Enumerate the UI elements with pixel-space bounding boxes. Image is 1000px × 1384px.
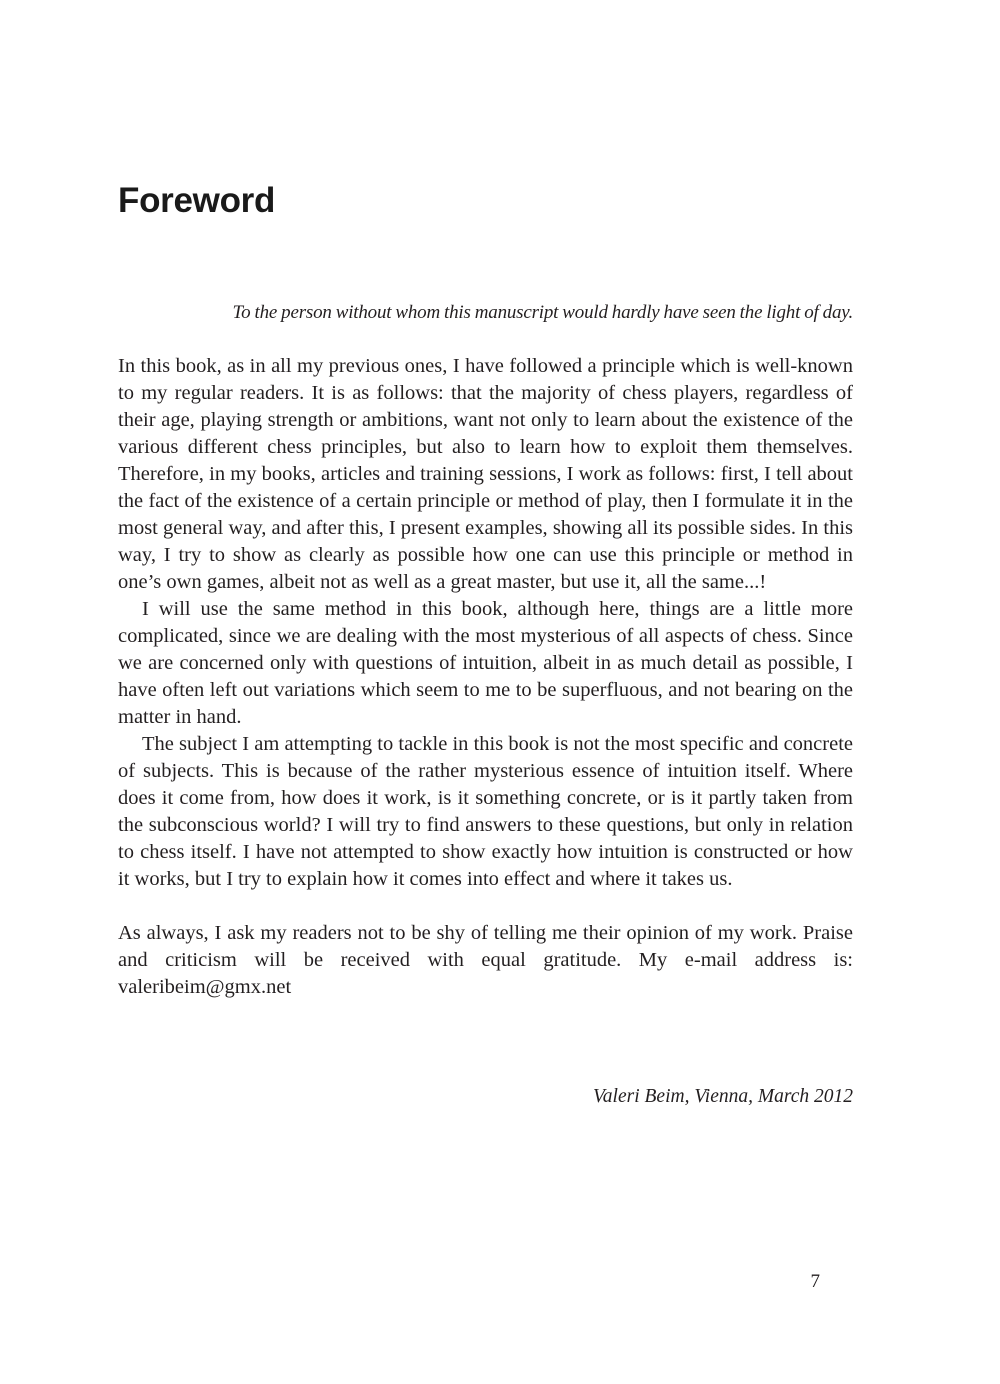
paragraph-4: As always, I ask my readers not to be shy of telling me their opinion of my work. Praise and criticism will be received with equal gratitude. My e-mail address is: valeribeim@gmx.net (118, 922, 853, 998)
author-signature: Valeri Beim, Vienna, March 2012 (593, 1086, 853, 1107)
dedication: To the person without whom this manuscript would hardly have seen the light of day. (232, 302, 853, 323)
page-number: 7 (810, 1271, 820, 1292)
page-title: Foreword (118, 181, 276, 220)
paragraph-2: I will use the same method in this book, although here, things are a little more complicated, since we are dealing with the most mysterious of all aspects of chess. Since we are concerned only with questions of intuition, albeit in as much detail as possible, I have often left out variations which seem to me to be superfluous, and not bearing on the matter in hand. (118, 598, 853, 728)
paragraph-3: The subject I am attempting to tackle in this book is not the most specific and concrete of subjects. This is because of the rather mysterious essence of intuition itself. Where does it come from, how does it work, is it something concrete, or is it partly taken from the subconscious world? I will try to find answers to these questions, but only in relation to chess itself. I have not attempted to show exactly how intuition is constructed or how it works, but I try to explain how it comes into effect and where it takes us. (118, 733, 853, 890)
paragraph-1: In this book, as in all my previous ones, I have followed a principle which is well-known to my regular readers. It is as follows: that the majority of chess players, regardless of their age, playing strength or ambitions, want not only to learn about the existence of the various different chess principles, but also to learn how to exploit them themselves. Therefore, in my books, articles and training sessions, I work as follows: first, I tell about the fact of the existence of a certain principle or method of play, then I formulate it in the most general way, and after this, I present examples, showing all its possible sides. In this way, I try to show as clearly as possible how one can use this principle or method in one’s own games, albeit not as well as a great master, but use it, all the same...! (118, 355, 853, 593)
foreword-body (118, 353, 853, 1001)
